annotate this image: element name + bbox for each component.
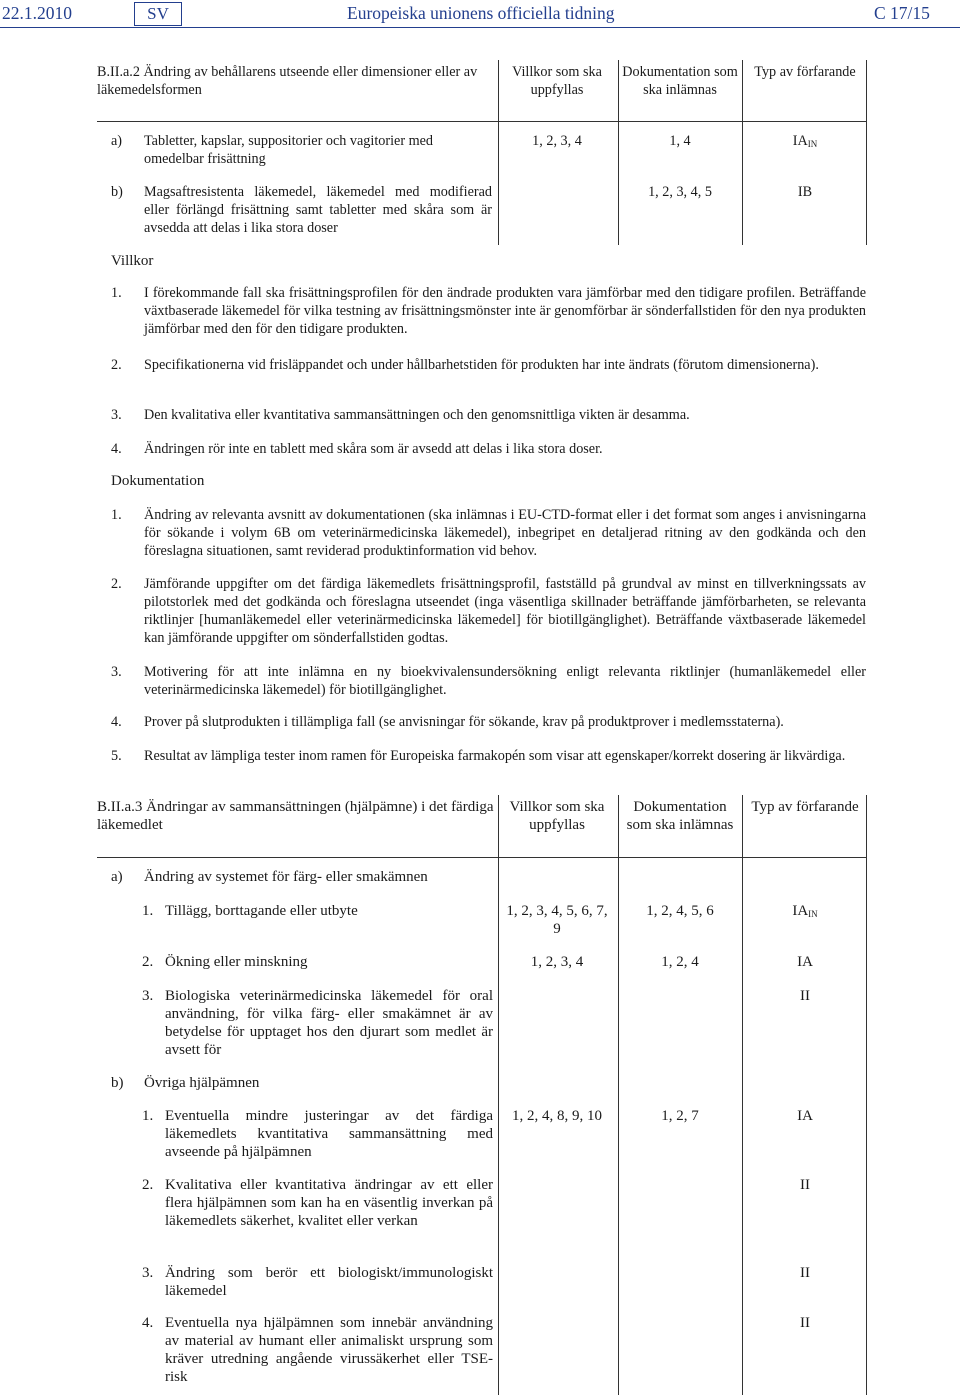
row-b1-conditions: 1, 2, 4, 8, 9, 10 xyxy=(512,1108,602,1124)
table1-divider xyxy=(498,60,499,245)
table1-divider xyxy=(742,60,743,245)
row-a-conditions: 1, 2, 3, 4 xyxy=(532,133,582,149)
dok-number: 5. xyxy=(111,748,122,764)
row-a3-text: Biologiska veterinärmedicinska läkemedel för oral användning, för vilka färg- eller smakämnet är av betydelse för upptaget hos den djurart som medlet är avsett för xyxy=(165,988,493,1058)
row-b1-number: 1. xyxy=(142,1108,154,1124)
villkor-heading: Villkor xyxy=(111,253,154,269)
row-a-label: a) xyxy=(111,133,123,149)
row-b1-type: IA xyxy=(797,1108,813,1124)
table2-divider xyxy=(742,795,743,1395)
group-a-label: a) xyxy=(111,869,123,885)
section2-title-text: Ändringar av sammansättningen (hjälpämne) i det färdiga läkemedlet xyxy=(97,799,494,833)
row-a1-doc: 1, 2, 4, 5, 6 xyxy=(646,903,714,919)
section1-title xyxy=(97,63,495,99)
row-b-doc: 1, 2, 3, 4, 5 xyxy=(648,184,712,200)
row-a3-type: II xyxy=(800,988,810,1004)
section2-col-doc: Dokumentation som ska inlämnas xyxy=(626,799,734,833)
header-date: 22.1.2010 xyxy=(2,3,72,23)
section1-code: B.II.a.2 xyxy=(97,64,140,80)
row-a-doc: 1, 4 xyxy=(669,133,691,149)
dok-item: Prover på slutprodukten i tillämpliga fall (se anvisningar för sökande, krav på produktprover i medlemsstaterna). xyxy=(144,714,784,730)
row-a1-text: Tillägg, borttagande eller utbyte xyxy=(165,903,358,919)
row-a-type-main: IA xyxy=(792,133,808,149)
row-a2-conditions: 1, 2, 3, 4 xyxy=(530,954,584,970)
dokumentation-heading: Dokumentation xyxy=(111,473,205,489)
group-a-text: Ändring av systemet för färg- eller smakämnen xyxy=(144,869,428,885)
section1-col-conditions: Villkor som ska uppfyllas xyxy=(512,64,602,98)
villkor-number: 2. xyxy=(111,357,122,373)
row-a2-type: IA xyxy=(797,954,813,970)
row-b2-text: Kvalitativa eller kvantitativa ändringar av ett eller flera hjälpämnen som kan ha en väsentlig inverkan på läkemedlets säkerhet, kvalitet eller verkan xyxy=(165,1177,493,1229)
section2-col-type: Typ av förfarande xyxy=(751,799,859,815)
dok-number: 1. xyxy=(111,507,122,523)
villkor-number: 3. xyxy=(111,407,122,423)
group-b-text: Övriga hjälpämnen xyxy=(144,1075,260,1091)
row-a1-conditions: 1, 2, 3, 4, 5, 6, 7, 9 xyxy=(506,903,608,937)
villkor-item: Specifikationerna vid frisläppandet och under hållbarhetstiden för produkten har inte ändrats (förutom dimensionerna). xyxy=(144,357,819,373)
section2-code: B.II.a.3 xyxy=(97,799,143,815)
row-a1-type-main: IA xyxy=(792,903,809,919)
row-b3-type: II xyxy=(800,1265,810,1281)
row-a3-number: 3. xyxy=(142,988,154,1004)
dok-number: 4. xyxy=(111,714,122,730)
section1-col-doc: Dokumentation som ska inlämnas xyxy=(622,64,738,98)
table2-divider xyxy=(618,795,619,1395)
row-b-label: b) xyxy=(111,184,123,200)
row-b1-text: Eventuella mindre justeringar av det färdiga läkemedlets kvantitativa sammansättning med avseende på hjälpämnen xyxy=(165,1108,493,1160)
table1-divider xyxy=(866,60,867,245)
table2-header-rule xyxy=(97,857,866,858)
table2-divider xyxy=(866,795,867,1395)
dok-item: Motivering för att inte inlämna en ny bioekvivalensundersökning enligt relevanta riktlinjer (humanläkemedel eller veterinärmedicinska läkemedel) för biotillgänglighet. xyxy=(144,664,866,698)
villkor-number: 1. xyxy=(111,285,122,301)
section1-col-type: Typ av förfarande xyxy=(754,64,856,80)
section2-col-conditions: Villkor som ska uppfyllas xyxy=(509,799,605,833)
dok-number: 2. xyxy=(111,576,122,592)
row-a2-doc: 1, 2, 4 xyxy=(661,954,699,970)
row-a2-number: 2. xyxy=(142,954,154,970)
table1-header-rule xyxy=(97,121,866,122)
row-b4-number: 4. xyxy=(142,1315,154,1331)
villkor-number: 4. xyxy=(111,441,122,457)
row-a1-number: 1. xyxy=(142,903,154,919)
row-b4-text: Eventuella nya hjälpämnen som innebär användning av material av humant eller animaliskt ursprung som kräver utredning angående virussäkerhet eller TSE-risk xyxy=(165,1315,493,1385)
row-a2-text: Ökning eller minskning xyxy=(165,954,308,970)
row-b2-type: II xyxy=(800,1177,810,1193)
row-b2-number: 2. xyxy=(142,1177,154,1193)
row-a1-type-sub: IN xyxy=(808,909,818,919)
row-b3-text: Ändring som berör ett biologiskt/immunologiskt läkemedel xyxy=(165,1265,493,1299)
row-b3-number: 3. xyxy=(142,1265,154,1281)
row-b4-type: II xyxy=(800,1315,810,1331)
header-rule xyxy=(0,27,960,28)
row-b1-doc: 1, 2, 7 xyxy=(661,1108,699,1124)
table2-divider xyxy=(498,795,499,1395)
villkor-item: Den kvalitativa eller kvantitativa sammansättningen och den genomsnittliga vikten är desamma. xyxy=(144,407,690,423)
dok-item: Jämförande uppgifter om det färdiga läkemedlets frisättningsprofil, fastställd på grundval av minst en tillverkningssats av pilotstorlek med det godkända och föreslagna utseendet (inga väsentliga skillnader beträffande jämförbarheten, se relevanta riktlinjer [humanläkemedel eller veterinärmedicinska läkemedel] för biotillgänglighet). Beträffande växtbaserade läkemedel kan jämförande uppgifter om sönderfallstiden godtas. xyxy=(144,576,866,646)
page-number: C 17/15 xyxy=(874,3,930,23)
group-b-label: b) xyxy=(111,1075,124,1091)
language-badge: SV xyxy=(134,2,182,26)
row-a-type-sub: IN xyxy=(807,139,818,149)
dok-item: Resultat av lämpliga tester inom ramen för Europeiska farmakopén som visar att egenskaper/korrekt dosering är likvärdiga. xyxy=(144,748,846,764)
table1-divider xyxy=(618,60,619,245)
journal-title: Europeiska unionens officiella tidning xyxy=(347,3,615,23)
row-a1-type xyxy=(748,902,862,920)
row-b-text: Magsaftresistenta läkemedel, läkemedel med modifierad eller förlängd frisättning samt tabletter med skåra som är avsedda att delas i lika stora doser xyxy=(144,184,492,236)
villkor-item: Ändringen rör inte en tablett med skåra som är avsedd att delas i lika stora doser. xyxy=(144,441,603,457)
row-b-type: IB xyxy=(797,184,813,200)
dok-number: 3. xyxy=(111,664,122,680)
row-a-text: Tabletter, kapslar, suppositorier och vagitorier med omedelbar frisättning xyxy=(144,133,434,167)
row-a-type xyxy=(748,132,862,150)
section2-title xyxy=(97,798,495,834)
dok-item: Ändring av relevanta avsnitt av dokumentationen (ska inlämnas i EU-CTD-format eller i det format som anges i anvisningarna för sökande i volym 6B om veterinärmedicinska läkemedel), inbegripet en detaljerad ritning av den godkända och den föreslagna situationen, samt reviderad produktinformation vid behov. xyxy=(144,507,866,559)
section1-title-text: Ändring av behållarens utseende eller dimensioner eller av läkemedelsformen xyxy=(97,64,478,98)
villkor-item: I förekommande fall ska frisättningsprofilen för den ändrade produkten vara jämförbar med den tidigare profilen. Beträffande växtbaserade läkemedel för vilka testning av frisättningsmönster inte är genomförbar är sönderfallstiden för den nya produkten jämförbar med den för den tidigare produkten. xyxy=(144,285,866,337)
